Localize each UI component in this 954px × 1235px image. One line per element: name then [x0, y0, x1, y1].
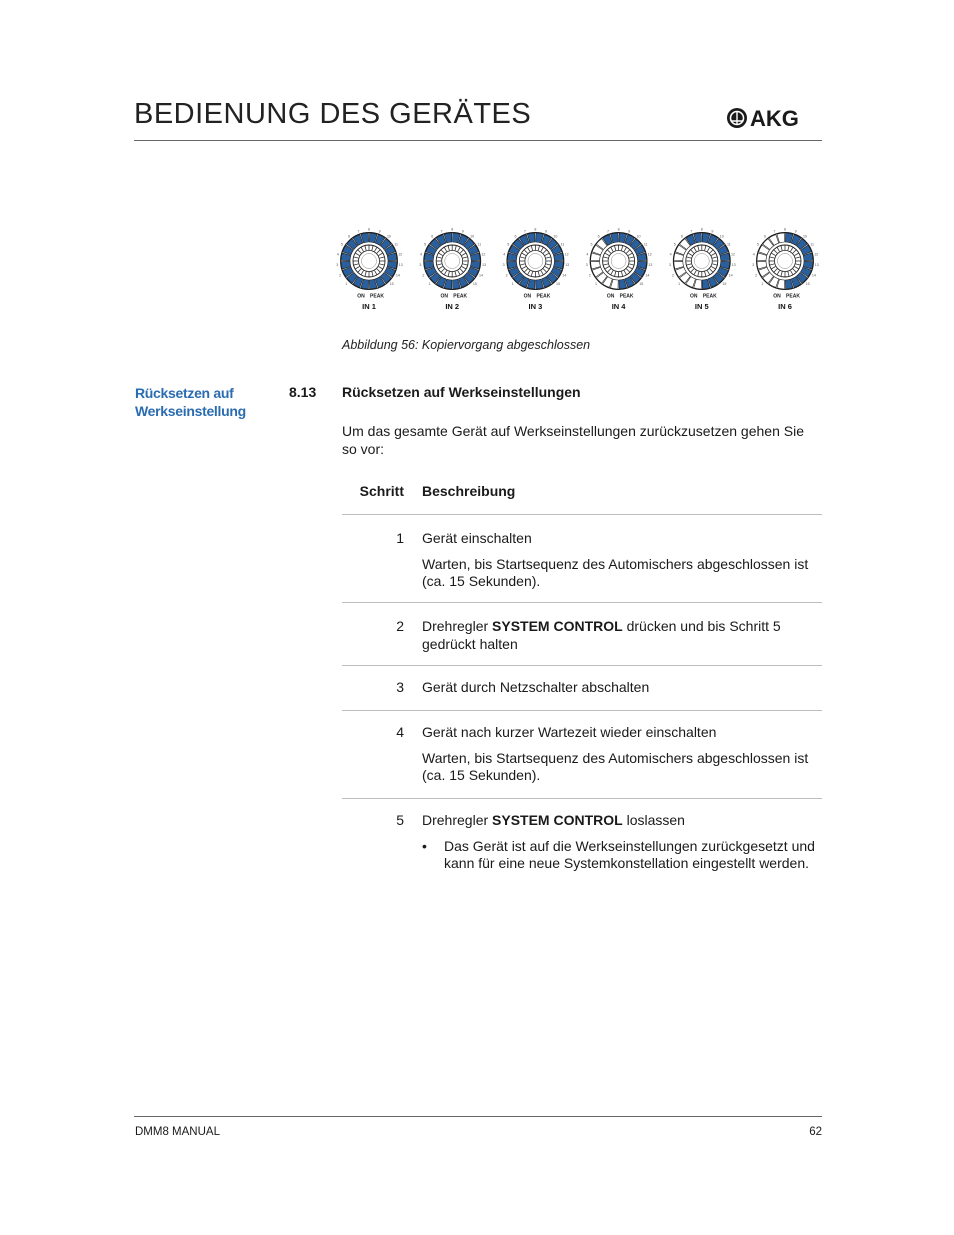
channel-knob	[669, 228, 736, 312]
on-indicator-label: ON	[440, 293, 448, 300]
scale-tick-label: 7	[523, 229, 526, 234]
scale-tick-label: 5	[424, 242, 427, 247]
side-heading: Rücksetzen auf Werkseinstellung	[135, 385, 246, 419]
scale-tick-label: 12	[564, 252, 569, 257]
table-row	[342, 799, 822, 899]
scale-tick-label: 8	[700, 227, 703, 232]
scale-tick-label: 9	[461, 229, 464, 234]
akg-logo-text: AKG	[750, 106, 799, 130]
scale-tick-label: 4	[586, 252, 589, 257]
table-row	[342, 603, 822, 666]
steps-table	[342, 482, 822, 899]
bullet-text: Das Gerät ist auf die Werkseinstellungen zurückgesetzt und kann für eine neue Systemkonstellation eingestellt werden.	[444, 837, 815, 871]
scale-tick-label: 15	[556, 282, 561, 287]
step-description	[422, 530, 822, 602]
footer-rule	[134, 1116, 822, 1117]
scale-tick-label: 2	[339, 273, 342, 278]
scale-tick-label: 14	[395, 273, 400, 278]
step-text-bold: SYSTEM CONTROL	[492, 618, 623, 634]
scale-tick-label: 13	[648, 263, 653, 268]
channel-knob	[752, 228, 819, 312]
scale-tick-label: 2	[755, 273, 758, 278]
scale-tick-label: 2	[671, 273, 674, 278]
scale-tick-label: 9	[544, 229, 547, 234]
scale-tick-label: 11	[394, 242, 398, 247]
scale-tick-label: 13	[814, 263, 819, 268]
scale-tick-label: 7	[607, 229, 610, 234]
channel-label: IN 3	[528, 302, 543, 311]
scale-tick-label: 15	[639, 282, 644, 287]
peak-indicator-label: PEAK	[453, 293, 468, 300]
scale-tick-label: 4	[669, 252, 672, 257]
scale-tick-label: 12	[730, 252, 735, 257]
scale-tick-label: 9	[711, 229, 714, 234]
scale-tick-label: 15	[805, 282, 810, 287]
scale-tick-label: 3	[502, 263, 505, 268]
intro-paragraph: Um das gesamte Gerät auf Werkseinstellungen zurückzusetzen gehen Sie so vor:	[342, 423, 804, 457]
table-header	[342, 482, 822, 515]
channel-label: IN 1	[362, 302, 376, 311]
scale-tick-label: 15	[722, 282, 727, 287]
akg-logo	[726, 106, 824, 130]
channel-knob	[586, 228, 653, 312]
step-number: 5	[396, 812, 404, 828]
scale-tick-label: 8	[368, 227, 370, 232]
peak-indicator-label: PEAK	[370, 293, 384, 300]
scale-tick-label: 10	[802, 234, 807, 239]
scale-tick-label: 1	[511, 282, 514, 287]
scale-tick-label: 12	[398, 252, 403, 257]
scale-tick-label: 7	[690, 229, 693, 234]
scale-tick-label: 8	[451, 227, 454, 232]
peak-indicator-label: PEAK	[702, 293, 717, 300]
scale-tick-label: 5	[673, 242, 676, 247]
scale-tick-label: 14	[645, 273, 650, 278]
step-text	[422, 812, 822, 830]
scale-tick-label: 6	[348, 234, 351, 239]
scale-tick-label: 10	[719, 234, 724, 239]
step-description	[422, 679, 822, 710]
scale-tick-label: 11	[727, 242, 731, 247]
footer-page-number: 62	[809, 1126, 822, 1138]
scale-tick-label: 14	[562, 273, 567, 278]
scale-tick-label: 3	[419, 263, 422, 268]
scale-tick-label: 14	[479, 273, 484, 278]
scale-tick-label: 3	[585, 263, 588, 268]
step-text	[422, 618, 822, 653]
scale-tick-label: 7	[440, 229, 443, 234]
scale-tick-label: 1	[428, 282, 431, 287]
akg-logo-emblem	[727, 108, 747, 128]
bullet-mark: •	[422, 837, 427, 854]
scale-tick-label: 10	[470, 234, 475, 239]
channel-knob	[419, 228, 486, 312]
scale-tick-label: 12	[814, 252, 819, 257]
scale-tick-label: 7	[773, 229, 776, 234]
bullet-item	[422, 838, 822, 873]
step-note: Warten, bis Startsequenz des Automischers abgeschlossen ist (ca. 15 Sekunden).	[422, 749, 809, 783]
scale-tick-label: 8	[534, 227, 537, 232]
scale-tick-label: 1	[761, 282, 764, 287]
scale-tick-label: 1	[345, 282, 348, 287]
scale-tick-label: 6	[514, 234, 517, 239]
scale-tick-label: 12	[481, 252, 486, 257]
scale-tick-label: 3	[669, 263, 672, 268]
table-row	[342, 711, 822, 799]
channel-knob	[336, 228, 403, 312]
scale-tick-label: 7	[357, 229, 360, 234]
section-number: 8.13	[289, 384, 317, 400]
scale-tick-label: 10	[636, 234, 641, 239]
step-description	[422, 618, 822, 665]
step-text-post: drücken und bis Schritt 5 gedrückt halten	[422, 618, 781, 652]
scale-tick-label: 4	[420, 252, 423, 257]
scale-tick-label: 6	[764, 234, 767, 239]
header-rule	[134, 140, 822, 141]
scale-tick-label: 13	[398, 263, 403, 268]
scale-tick-label: 12	[647, 252, 652, 257]
scale-tick-label: 5	[340, 242, 343, 247]
scale-tick-label: 14	[728, 273, 733, 278]
step-description	[422, 812, 822, 899]
header-step: Schritt	[359, 483, 404, 499]
scale-tick-label: 8	[617, 227, 620, 232]
scale-tick-label: 11	[643, 242, 648, 247]
scale-tick-label: 13	[565, 263, 570, 268]
scale-tick-label: 13	[481, 263, 486, 268]
scale-tick-label: 1	[594, 282, 597, 287]
channel-label: IN 5	[694, 302, 709, 311]
scale-tick-label: 5	[507, 242, 510, 247]
scale-tick-label: 6	[597, 234, 600, 239]
footer-manual-name: DMM8 MANUAL	[135, 1126, 220, 1138]
scale-tick-label: 10	[553, 234, 558, 239]
on-indicator-label: ON	[357, 293, 365, 300]
peak-indicator-label: PEAK	[536, 293, 551, 300]
scale-tick-label: 6	[431, 234, 434, 239]
step-note: Warten, bis Startsequenz des Automischers abgeschlossen ist (ca. 15 Sekunden).	[422, 555, 809, 589]
scale-tick-label: 6	[680, 234, 683, 239]
on-indicator-label: ON	[606, 293, 615, 300]
on-indicator-label: ON	[773, 293, 781, 300]
scale-tick-label: 11	[560, 242, 565, 247]
scale-tick-label: 13	[731, 263, 736, 268]
table-row	[342, 515, 822, 603]
scale-tick-label: 4	[336, 252, 339, 257]
channel-label: IN 2	[445, 302, 460, 311]
step-text-bold: SYSTEM CONTROL	[492, 812, 623, 828]
step-description	[422, 724, 822, 798]
scale-tick-label: 2	[505, 273, 508, 278]
scale-tick-label: 3	[336, 263, 339, 268]
scale-tick-label: 5	[590, 242, 593, 247]
channel-knob	[503, 228, 570, 312]
step-number: 1	[396, 530, 404, 546]
step-text-pre: Drehregler	[422, 618, 493, 634]
scale-tick-label: 11	[810, 242, 814, 247]
scale-tick-label: 9	[628, 229, 631, 234]
step-number: 4	[396, 724, 404, 740]
channel-knobs-figure	[334, 224, 834, 320]
step-text-post: loslassen	[622, 812, 685, 828]
on-indicator-label: ON	[690, 293, 698, 300]
scale-tick-label: 5	[756, 242, 759, 247]
scale-tick-label: 15	[389, 282, 394, 287]
step-number: 2	[396, 618, 404, 634]
figure-caption: Abbildung 56: Kopiervorgang abgeschlossen	[342, 338, 591, 352]
step-number: 3	[396, 679, 404, 695]
table-row	[342, 666, 822, 711]
step-text: Gerät einschalten	[422, 530, 532, 546]
scale-tick-label: 2	[422, 273, 425, 278]
scale-tick-label: 2	[588, 273, 591, 278]
section-title: Rücksetzen auf Werkseinstellungen	[342, 384, 581, 400]
peak-indicator-label: PEAK	[786, 293, 800, 300]
step-text-pre: Drehregler	[422, 812, 493, 828]
header-description: Beschreibung	[422, 483, 516, 499]
scale-tick-label: 14	[811, 273, 816, 278]
step-text: Gerät durch Netzschalter abschalten	[422, 679, 650, 695]
scale-tick-label: 9	[794, 229, 797, 234]
channel-label: IN 4	[611, 302, 626, 311]
scale-tick-label: 4	[752, 252, 755, 257]
scale-tick-label: 4	[503, 252, 506, 257]
step-text: Gerät nach kurzer Wartezeit wieder einschalten	[422, 724, 717, 740]
scale-tick-label: 15	[472, 282, 477, 287]
scale-tick-label: 8	[784, 227, 786, 232]
scale-tick-label: 10	[386, 234, 391, 239]
scale-tick-label: 1	[678, 282, 681, 287]
scale-tick-label: 11	[477, 242, 482, 247]
channel-label: IN 6	[778, 302, 792, 311]
scale-tick-label: 9	[378, 229, 381, 234]
peak-indicator-label: PEAK	[619, 293, 634, 300]
page-title: BEDIENUNG DES GERÄTES	[134, 98, 532, 130]
on-indicator-label: ON	[523, 293, 532, 300]
scale-tick-label: 3	[752, 263, 755, 268]
